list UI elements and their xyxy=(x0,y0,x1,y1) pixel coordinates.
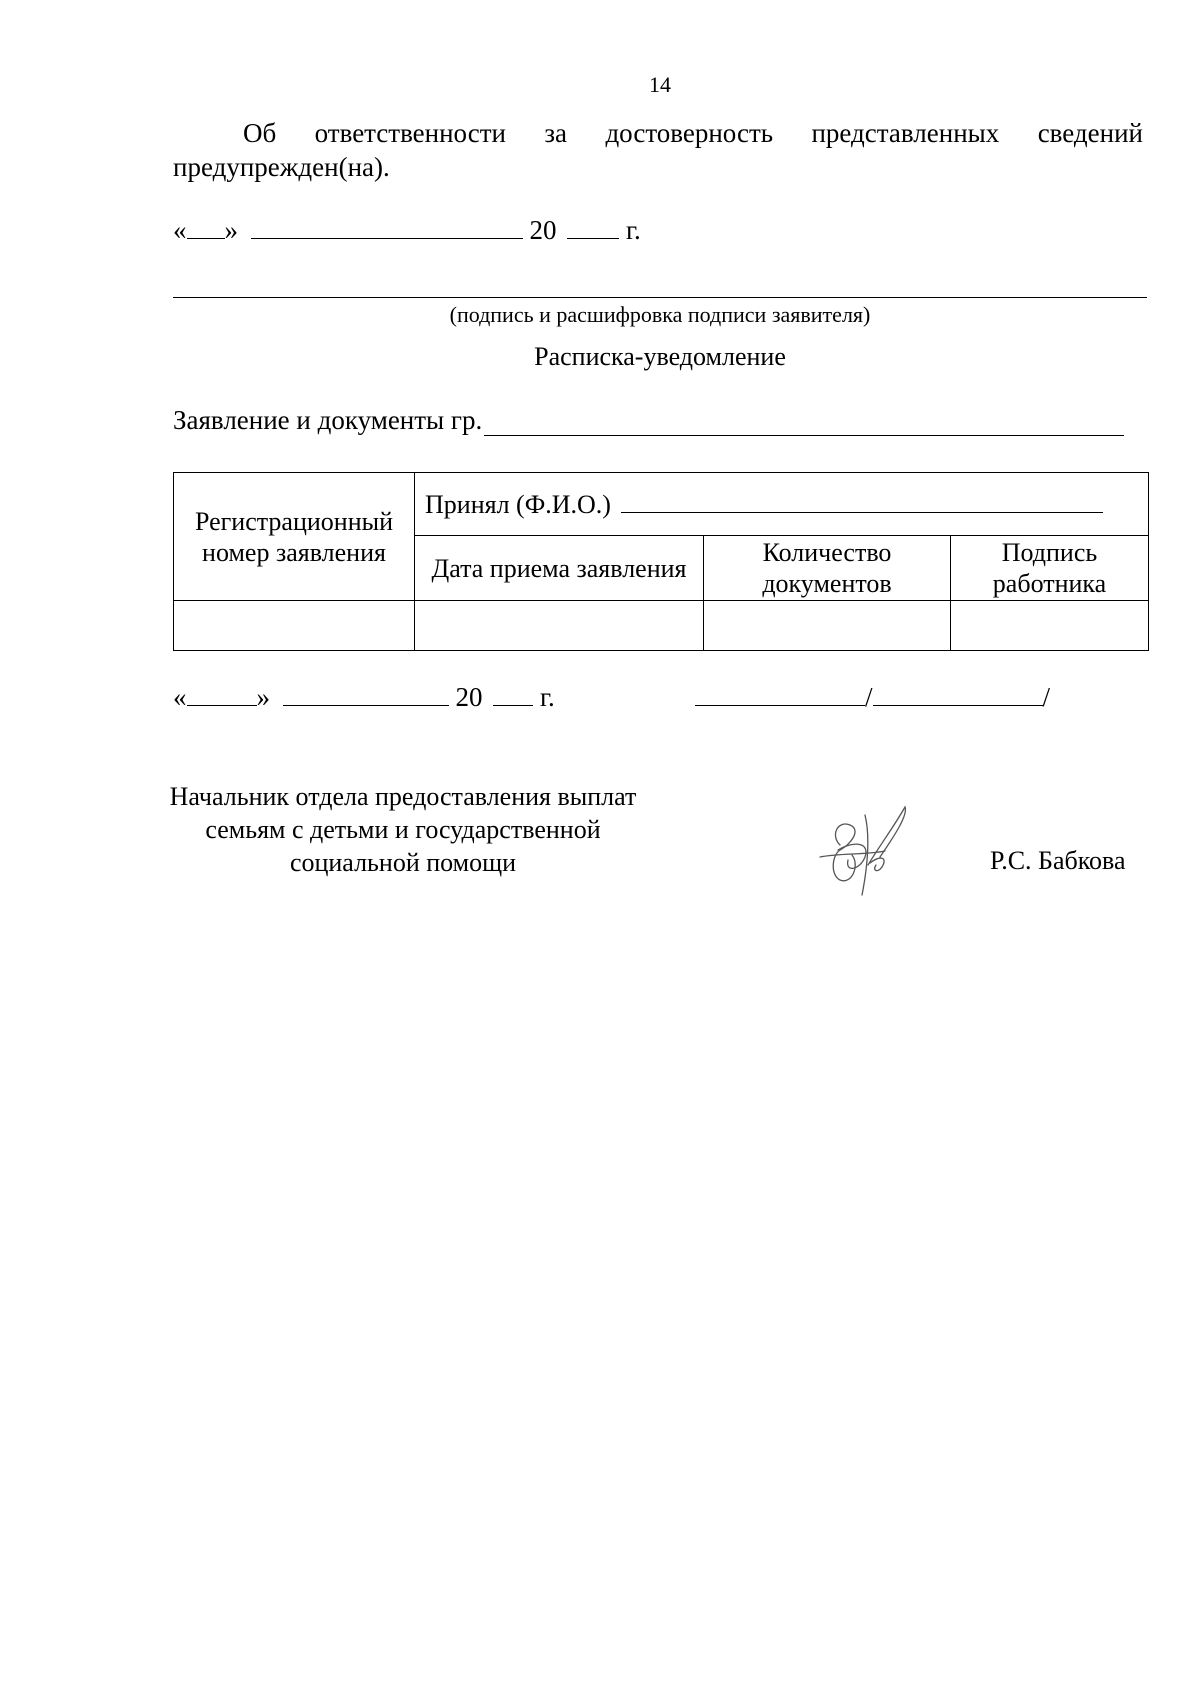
accepted-by-cell xyxy=(415,473,1149,536)
day-blank xyxy=(187,216,225,239)
date-header: Дата приема заявления xyxy=(415,536,704,601)
count-cell xyxy=(704,601,951,651)
registration-table xyxy=(173,472,1149,651)
employee-signature-line xyxy=(695,682,1050,713)
responsibility-line-2: предупрежден(на). xyxy=(173,152,390,182)
year-prefix: 20 xyxy=(455,682,483,712)
responsibility-line-1 xyxy=(173,116,1143,150)
word: представленных xyxy=(811,118,1000,148)
day-blank xyxy=(187,683,257,706)
applicant-signature-caption: (подпись и расшифровка подписи заявителя) xyxy=(449,302,871,327)
year-blank xyxy=(493,683,533,706)
responsibility-paragraph xyxy=(173,116,1143,184)
slash: / xyxy=(865,682,873,712)
word: ответственности xyxy=(314,118,506,148)
handwritten-signature xyxy=(810,795,920,905)
documents-line xyxy=(173,405,1124,436)
receipt-date-line xyxy=(173,682,555,713)
slash: / xyxy=(1042,682,1051,712)
open-quote: « xyxy=(173,215,187,245)
year-suffix: г. xyxy=(626,215,641,245)
reg-number-cell xyxy=(174,601,415,651)
signatory-position: Начальник отдела предоставления выплат семьям с детьми и государственной социальной помощи xyxy=(169,782,637,877)
open-quote: « xyxy=(173,682,187,712)
month-blank xyxy=(251,216,523,239)
word: сведений xyxy=(1037,118,1143,148)
close-quote: » xyxy=(256,682,270,712)
word: Об xyxy=(243,118,277,148)
word: достоверность xyxy=(605,118,774,148)
applicant-date-line xyxy=(173,215,641,246)
year-blank xyxy=(567,216,619,239)
count-header: Количество документов xyxy=(704,536,951,601)
table-row xyxy=(174,601,1149,651)
word: за xyxy=(544,118,568,148)
close-quote: » xyxy=(224,215,238,245)
signature-cell xyxy=(951,601,1149,651)
month-blank xyxy=(283,683,449,706)
signature-header: Подпись работника xyxy=(951,536,1149,601)
date-cell xyxy=(415,601,704,651)
accepted-by-label: Принял (Ф.И.О.) xyxy=(425,489,611,519)
applicant-name-blank xyxy=(484,411,1124,436)
signature-blank xyxy=(695,683,865,706)
signatory-name: Р.С. Бабкова xyxy=(990,846,1126,875)
table-row xyxy=(174,473,1149,536)
receipt-title: Расписка-уведомление xyxy=(534,342,786,371)
accepted-by-blank xyxy=(621,490,1103,513)
applicant-signature-line xyxy=(173,297,1147,298)
year-suffix: г. xyxy=(540,682,555,712)
year-prefix: 20 xyxy=(529,215,557,245)
reg-number-header: Регистрационный номер заявления xyxy=(174,473,415,601)
page-number: 14 xyxy=(649,72,671,97)
documents-line-label: Заявление и документы гр. xyxy=(173,405,483,435)
name-blank xyxy=(873,683,1043,706)
